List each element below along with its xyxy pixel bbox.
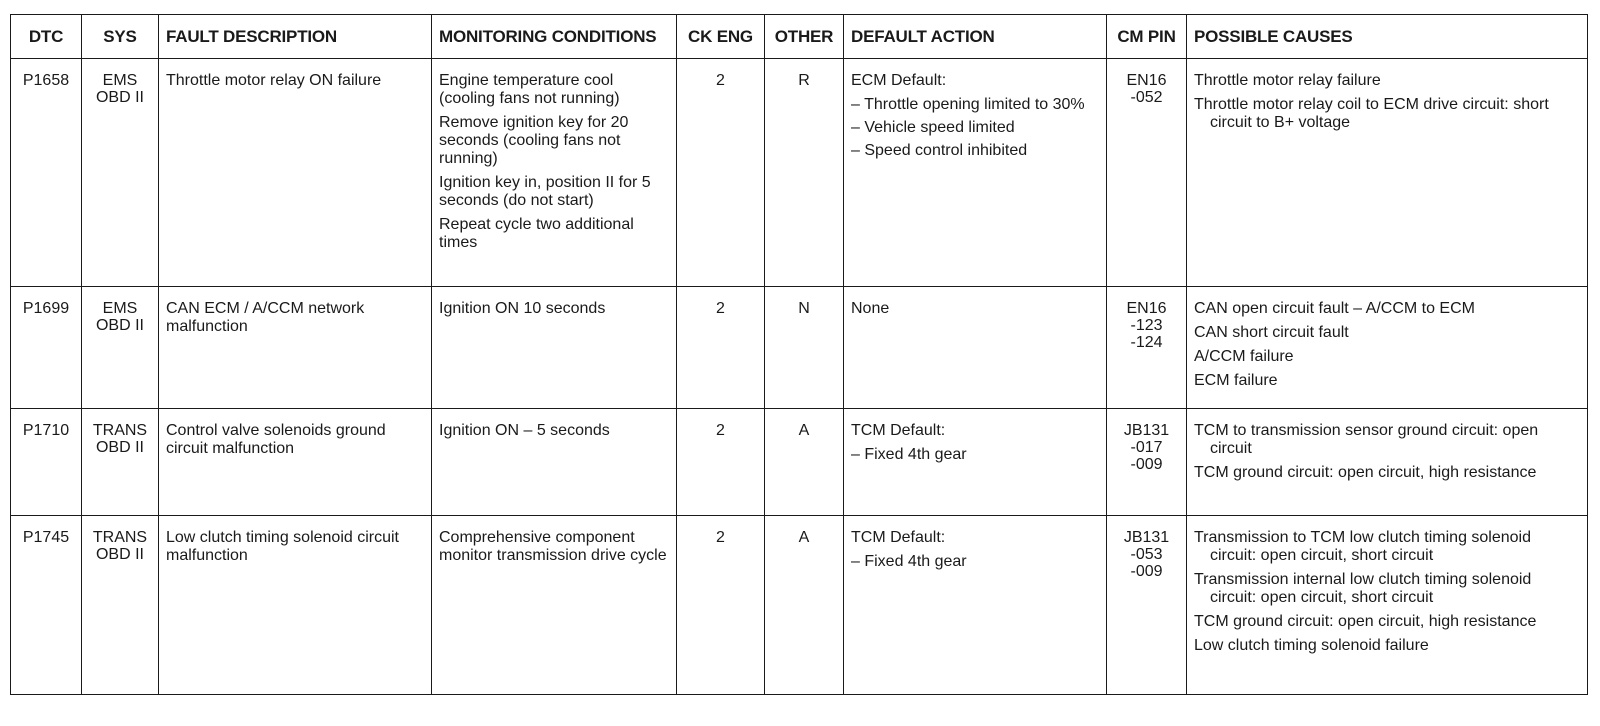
- default-action: [844, 59, 1107, 287]
- possible-causes: [1187, 287, 1588, 409]
- table-row: [11, 287, 1588, 409]
- monitoring-conditions: [432, 59, 677, 287]
- default-action: [844, 409, 1107, 516]
- header-monitoring-conditions: MONITORING CONDITIONS: [432, 15, 677, 59]
- system-label: OBD II: [95, 546, 144, 563]
- dtc-code: P1658: [11, 59, 82, 287]
- cm-pin-line: -053: [1130, 546, 1163, 563]
- possible-cause: TCM ground circuit: open circuit, high resistance: [1194, 613, 1537, 630]
- monitoring-condition: Ignition ON – 5 seconds: [439, 422, 610, 439]
- default-action-item: – Vehicle speed limited: [851, 119, 1099, 137]
- default-action-item: – Throttle opening limited to 30%: [851, 96, 1099, 114]
- fault-description: CAN ECM / A/CCM network malfunction: [159, 287, 432, 409]
- possible-cause: CAN open circuit fault – A/CCM to ECM: [1194, 300, 1475, 317]
- monitoring-conditions: [432, 409, 677, 516]
- other-value: A: [765, 516, 844, 695]
- header-row: [11, 15, 1588, 59]
- monitoring-condition: Comprehensive component monitor transmission drive cycle: [439, 529, 667, 564]
- system-cell: [82, 287, 159, 409]
- system-label: EMS: [102, 72, 138, 89]
- monitoring-condition: Repeat cycle two additional times: [439, 216, 634, 251]
- possible-causes: [1187, 59, 1588, 287]
- check-engine-value: 2: [677, 409, 765, 516]
- monitoring-conditions: [432, 516, 677, 695]
- header-default-action: DEFAULT ACTION: [844, 15, 1107, 59]
- possible-causes: [1187, 409, 1588, 516]
- check-engine-value: 2: [677, 59, 765, 287]
- cm-pin-line: -124: [1130, 334, 1163, 351]
- cm-pin-line: EN16: [1126, 300, 1167, 317]
- cm-pin-line: EN16: [1126, 72, 1167, 89]
- system-cell: [82, 516, 159, 695]
- header-other: OTHER: [765, 15, 844, 59]
- default-action-item: – Fixed 4th gear: [851, 553, 1099, 571]
- default-action-item: – Fixed 4th gear: [851, 446, 1099, 464]
- cm-pin-line: -017: [1130, 439, 1163, 456]
- possible-cause: Transmission internal low clutch timing solenoid circuit: open circuit, short circuit: [1194, 571, 1532, 606]
- other-value: N: [765, 287, 844, 409]
- table-row: [11, 516, 1588, 695]
- check-engine-value: 2: [677, 287, 765, 409]
- monitoring-condition: Ignition ON 10 seconds: [439, 300, 606, 317]
- cm-pin-line: -052: [1130, 89, 1163, 106]
- monitoring-condition: Remove ignition key for 20 seconds (cooling fans not running): [439, 114, 629, 167]
- cm-pin: [1107, 59, 1187, 287]
- possible-causes: [1187, 516, 1588, 695]
- cm-pin-line: -123: [1130, 317, 1163, 334]
- default-action: [844, 287, 1107, 409]
- header-sys: SYS: [82, 15, 159, 59]
- system-label: OBD II: [95, 89, 144, 106]
- cm-pin-line: -009: [1130, 563, 1163, 580]
- possible-cause: Throttle motor relay coil to ECM drive circuit: short circuit to B+ voltage: [1194, 96, 1549, 131]
- default-action-title: None: [851, 300, 890, 317]
- dtc-code: P1710: [11, 409, 82, 516]
- possible-cause: CAN short circuit fault: [1194, 324, 1349, 341]
- system-label: TRANS: [92, 422, 148, 439]
- system-label: OBD II: [95, 439, 144, 456]
- header-dtc: DTC: [11, 15, 82, 59]
- header-ck-eng: CK ENG: [677, 15, 765, 59]
- cm-pin-line: JB131: [1123, 422, 1170, 439]
- table-row: [11, 59, 1588, 287]
- possible-cause: Throttle motor relay failure: [1194, 72, 1381, 89]
- dtc-code: P1699: [11, 287, 82, 409]
- dtc-table: [10, 14, 1588, 695]
- possible-cause: Transmission to TCM low clutch timing solenoid circuit: open circuit, short circuit: [1194, 529, 1532, 564]
- system-cell: [82, 59, 159, 287]
- cm-pin-line: JB131: [1123, 529, 1170, 546]
- cm-pin: [1107, 516, 1187, 695]
- cm-pin: [1107, 409, 1187, 516]
- dtc-code: P1745: [11, 516, 82, 695]
- possible-cause: TCM to transmission sensor ground circuit: open circuit: [1194, 422, 1539, 457]
- system-label: OBD II: [95, 317, 144, 334]
- fault-description: Control valve solenoids ground circuit malfunction: [159, 409, 432, 516]
- other-value: R: [765, 59, 844, 287]
- monitoring-condition: Ignition key in, position II for 5 seconds (do not start): [439, 174, 651, 209]
- possible-cause: TCM ground circuit: open circuit, high resistance: [1194, 464, 1537, 481]
- default-action-item: – Speed control inhibited: [851, 142, 1099, 160]
- other-value: A: [765, 409, 844, 516]
- default-action-title: TCM Default:: [851, 529, 946, 546]
- check-engine-value: 2: [677, 516, 765, 695]
- header-possible-causes: POSSIBLE CAUSES: [1187, 15, 1588, 59]
- cm-pin-line: -009: [1130, 456, 1163, 473]
- default-action-title: TCM Default:: [851, 422, 946, 439]
- fault-description: Throttle motor relay ON failure: [159, 59, 432, 287]
- fault-description: Low clutch timing solenoid circuit malfunction: [159, 516, 432, 695]
- header-cm-pin: CM PIN: [1107, 15, 1187, 59]
- system-label: TRANS: [92, 529, 148, 546]
- table-row: [11, 409, 1588, 516]
- system-cell: [82, 409, 159, 516]
- possible-cause: ECM failure: [1194, 372, 1278, 389]
- possible-cause: A/CCM failure: [1194, 348, 1294, 365]
- monitoring-condition: Engine temperature cool (cooling fans not running): [439, 72, 620, 107]
- default-action: [844, 516, 1107, 695]
- default-action-title: ECM Default:: [851, 72, 947, 89]
- cm-pin: [1107, 287, 1187, 409]
- possible-cause: Low clutch timing solenoid failure: [1194, 637, 1429, 654]
- monitoring-conditions: [432, 287, 677, 409]
- header-fault-description: FAULT DESCRIPTION: [159, 15, 432, 59]
- system-label: EMS: [102, 300, 138, 317]
